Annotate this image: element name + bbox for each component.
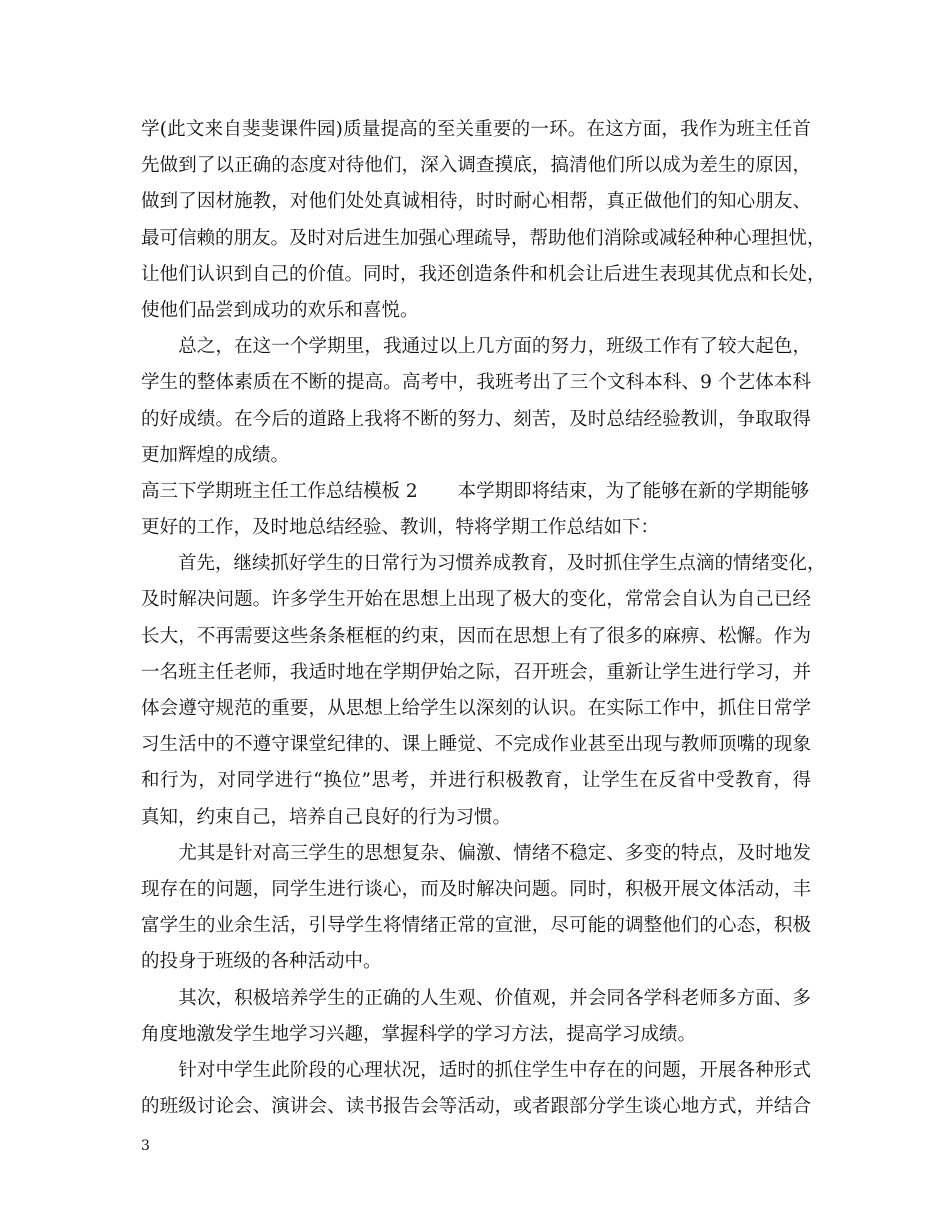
text-line (141, 872, 811, 908)
text-line-content: 做到了因材施教，对他们处处真诚相待，时时耐心相帮，真正做他们的知心朋友、 (141, 191, 811, 213)
text-line (141, 329, 811, 365)
text-line (141, 365, 811, 401)
text-line (141, 763, 811, 799)
text-line-content: 真知，约束自己，培养自己良好的行为习惯。 (141, 806, 512, 828)
text-line (141, 981, 811, 1017)
text-line-content: 尤其是针对高三学生的思想复杂、偏激、情绪不稳定、多变的特点，及时地发 (141, 842, 811, 864)
text-line-content: 一名班主任老师，我适时地在学期伊始之际，召开班会，重新让学生进行学习，并 (141, 661, 811, 683)
text-line (141, 257, 826, 293)
text-line-content: 的好成绩。在今后的道路上我将不断的努力、刻苦，及时总结经验教训，争取取得 (141, 408, 811, 430)
text-line (141, 474, 811, 510)
text-line (141, 619, 811, 655)
text-line-continuation: 本学期即将结束，为了能够在新的学期能够 (457, 480, 810, 502)
text-line (141, 582, 811, 618)
text-line-content: 现存在的问题，同学生进行谈心，而及时解决问题。同时，积极开展文体活动，丰 (141, 878, 811, 900)
text-line (141, 944, 811, 980)
text-line-content: 更好的工作，及时地总结经验、教训，特将学期工作总结如下： (141, 517, 660, 539)
text-line-content: 针对中学生此阶段的心理状况，适时的抓住学生中存在的问题，开展各种形式 (141, 1059, 811, 1081)
text-line (141, 908, 811, 944)
text-line-content: 及时解决问题。许多学生开始在思想上出现了极大的变化，常常会自认为自己已经 (141, 589, 811, 611)
text-line-content: 习生活中的不遵守课堂纪律的、课上睡觉、不完成作业甚至出现与教师顶嘴的现象 (141, 734, 811, 756)
text-line-content: 其次，积极培养学生的正确的人生观、价值观，并会同各学科老师多方面、多 (141, 987, 811, 1009)
text-line-content: 和行为，对同学进行“换位”思考，并进行积极教育，让学生在反省中受教育，得 (141, 770, 811, 792)
text-line (141, 402, 811, 438)
text-line (141, 1017, 811, 1053)
text-line (141, 1089, 811, 1125)
text-line (141, 546, 826, 582)
text-line-content: 体会遵守规范的重要，从思想上给学生以深刻的认识。在实际工作中，抓住日常学 (141, 698, 811, 719)
text-line (141, 293, 811, 329)
text-line-content: 总之，在这一个学期里，我通过以上几方面的努力，班级工作有了较大起色， (141, 336, 811, 358)
text-line-content: 让他们认识到自己的价值。同时，我还创造条件和机会让后进生表现其优点和长处， (141, 263, 826, 285)
text-line (141, 184, 811, 220)
text-line-content: 学(此文来自斐斐课件园)质量提高的至关重要的一环。在这方面，我作为班主任首 (141, 119, 811, 140)
text-line (141, 800, 811, 836)
text-line-content: 高三下学期班主任工作总结模板 2 (141, 480, 418, 502)
text-line (141, 727, 811, 763)
text-line (141, 655, 811, 691)
text-line (141, 510, 811, 546)
text-line-content: 使他们品尝到成功的欢乐和喜悦。 (141, 299, 419, 321)
text-line (141, 112, 811, 148)
text-line (141, 221, 826, 257)
text-line (141, 148, 811, 184)
text-line (141, 836, 811, 872)
text-line (141, 1053, 811, 1089)
text-line-content: 首先，继续抓好学生的日常行为习惯养成教育，及时抓住学生点滴的情绪变化， (141, 553, 826, 575)
text-line (141, 691, 811, 727)
text-line-content: 先做到了以正确的态度对待他们，深入调查摸底，搞清他们所以成为差生的原因， (141, 155, 811, 177)
text-line-content: 的投身于班级的各种活动中。 (141, 951, 382, 973)
text-line-content: 的班级讨论会、演讲会、读书报告会等活动，或者跟部分学生谈心地方式，并结合 (141, 1096, 811, 1118)
text-line-content: 更加辉煌的成绩。 (141, 444, 290, 466)
text-line (141, 438, 811, 474)
document-body (141, 112, 826, 1125)
text-line-content: 学生的整体素质在不断的提高。高考中，我班考出了三个文科本科、9 个艺体本科 (141, 372, 811, 394)
text-line-content: 角度地激发学生地学习兴趣，掌握科学的学习方法，提高学习成绩。 (141, 1023, 697, 1045)
text-line-content: 最可信赖的朋友。及时对后进生加强心理疏导，帮助他们消除或减轻种种心理担忧， (141, 227, 826, 249)
page-number: 3 (141, 1138, 150, 1154)
text-line-content: 富学生的业余生活，引导学生将情绪正常的宣泄，尽可能的调整他们的心态，积极 (141, 915, 811, 937)
text-line-content: 长大，不再需要这些条条框框的约束，因而在思想上有了很多的麻痹、松懈。作为 (141, 625, 811, 647)
